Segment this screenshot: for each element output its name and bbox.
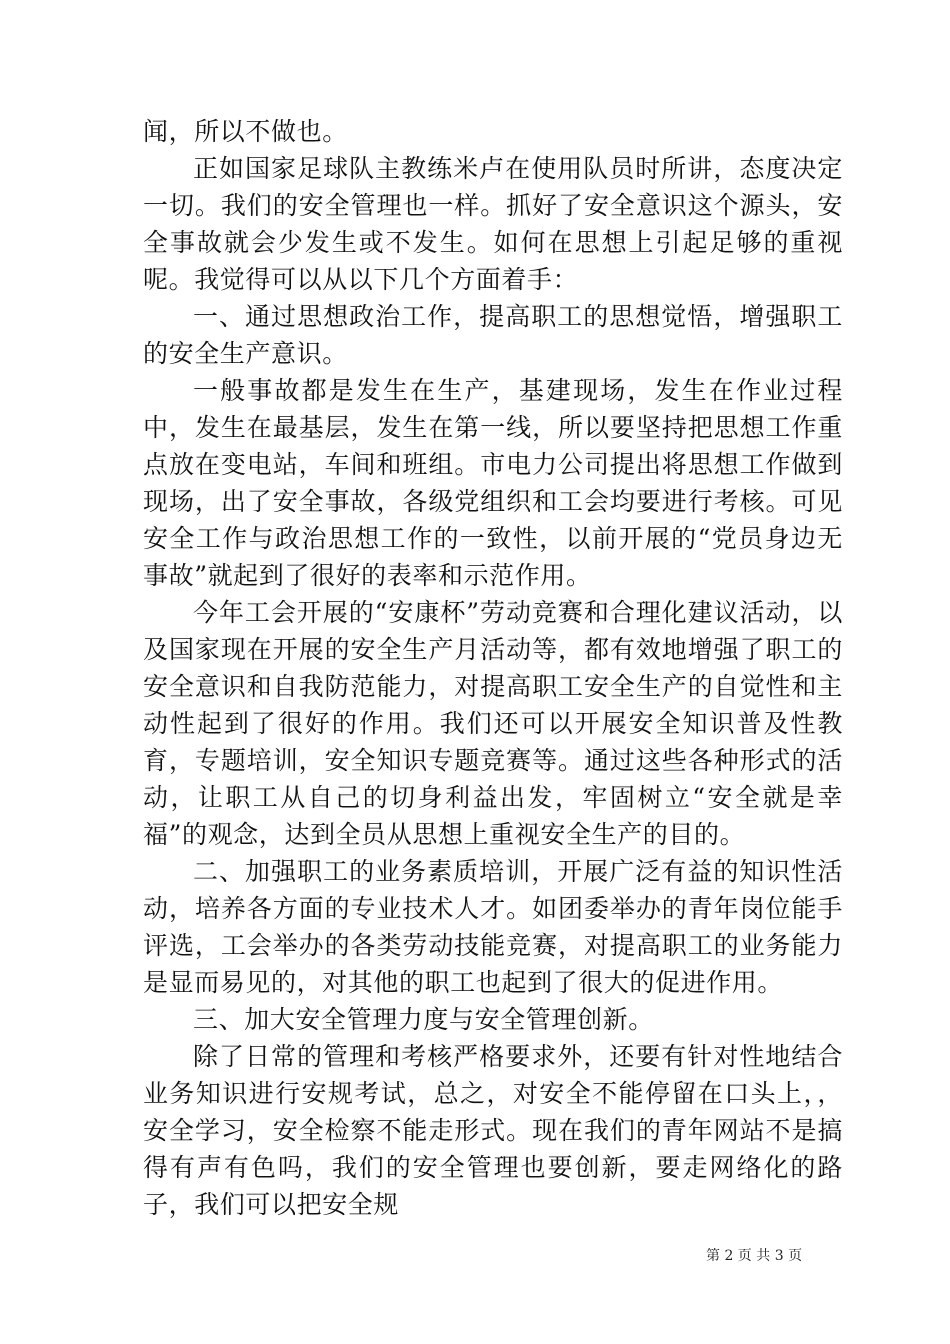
paragraph-continuation: 闻，所以不做也。 xyxy=(143,117,348,146)
document-body xyxy=(143,113,843,1223)
page-number-footer: 第 2 页 共 3 页 xyxy=(706,1248,803,1264)
paragraph-intro: 正如国家足球队主教练米卢在使用队员时所讲，态度决定一切。我们的安全管理也一样。抓好了安全意识这个源头，安全事故就会少发生或不发生。如何在思想上引起足够的重视呢。我觉得可以从以下几个方面着手： xyxy=(143,154,843,294)
paragraph-union-activities: 今年工会开展的“安康杯”劳动竞赛和合理化建议活动，以及国家现在开展的安全生产月活动等，都有效地增强了职工的安全意识和自我防范能力，对提高职工安全生产的自觉性和主动性起到了很好的作用。我们还可以开展安全知识普及性教育，专题培训，安全知识专题竞赛等。通过这些各种形式的活动，让职工从自己的切身利益出发，牢固树立“安全就是幸福”的观念，达到全员从思想上重视安全生产的目的。 xyxy=(143,598,843,849)
paragraph-management: 除了日常的管理和考核严格要求外，还要有针对性地结合业务知识进行安规考试，总之，对安全不能停留在口头上，，安全学习，安全检察不能走形式。现在我们的青年网站不是搞得有声有色吗，我们的安全管理也要创新，要走网络化的路子，我们可以把安全规 xyxy=(143,1042,843,1219)
section-heading-1: 一、通过思想政治工作，提高职工的思想觉悟，增强职工的安全生产意识。 xyxy=(143,302,843,368)
section-heading-2: 二、加强职工的业务素质培训，开展广泛有益的知识性活动，培养各方面的专业技术人才。如团委举办的青年岗位能手评选，工会举办的各类劳动技能竞赛，对提高职工的业务能力是显而易见的，对其他的职工也起到了很大的促进作用。 xyxy=(143,857,843,997)
paragraph-accidents: 一般事故都是发生在生产，基建现场，发生在作业过程中，发生在最基层，发生在第一线，所以要坚持把思想工作重点放在变电站，车间和班组。市电力公司提出将思想工作做到现场，出了安全事故，各级党组织和工会均要进行考核。可见安全工作与政治思想工作的一致性，以前开展的“党员身边无事故”就起到了很好的表率和示范作用。 xyxy=(143,376,843,590)
section-heading-3: 三、加大安全管理力度与安全管理创新。 xyxy=(193,1005,654,1034)
